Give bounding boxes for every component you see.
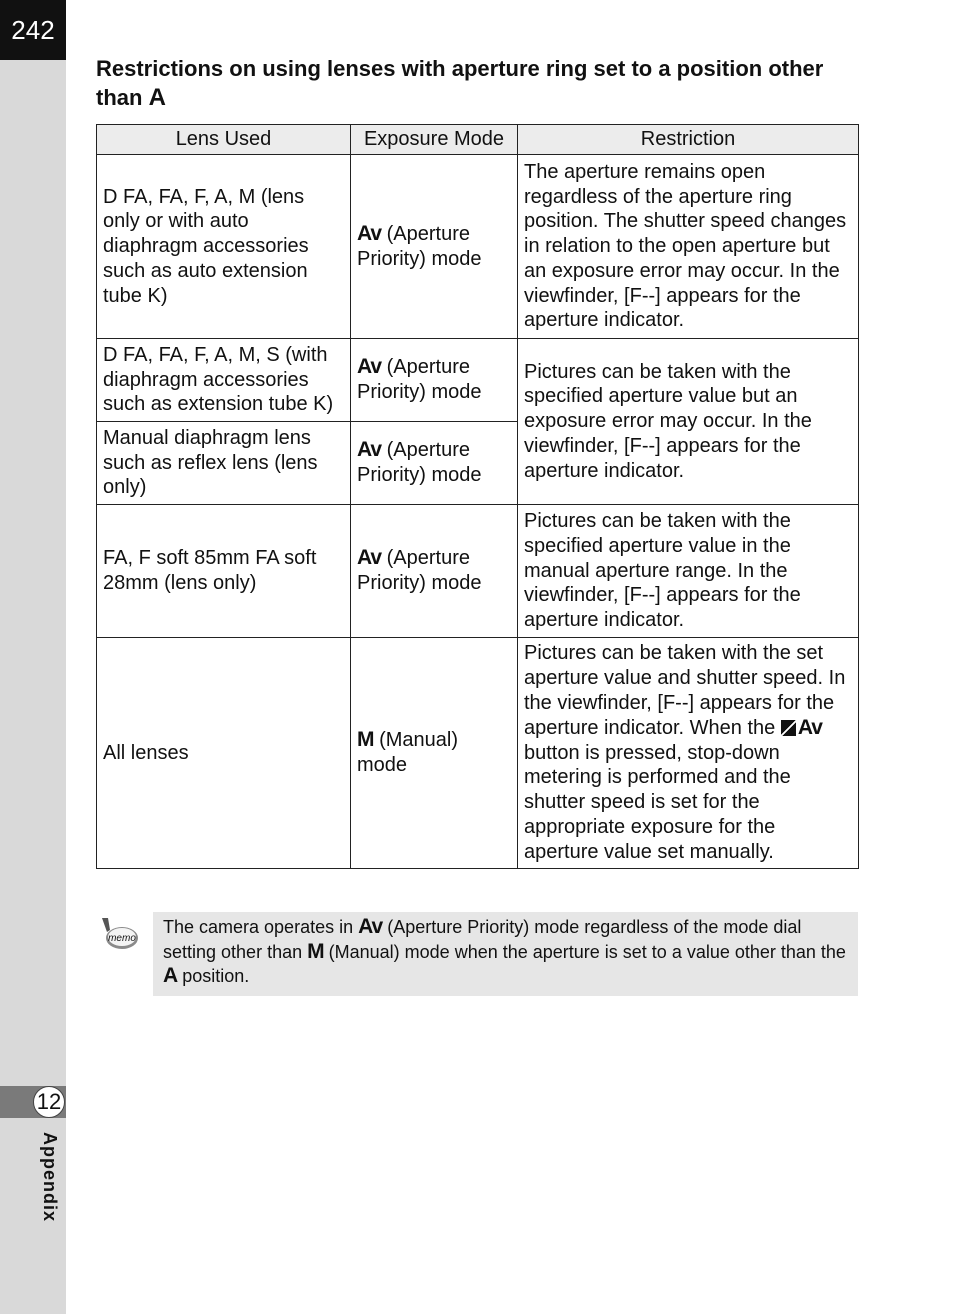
mode-cell: [351, 638, 518, 869]
lens-cell: FA, F soft 85mm FA soft 28mm (lens only): [97, 505, 351, 638]
restriction-cell: [518, 638, 859, 869]
mode-cell: [351, 339, 518, 422]
restriction-cell: Pictures can be taken with the specified aperture value in the manual aperture range. In the viewfinder, [F--] appears for the aperture indicator.: [518, 505, 859, 638]
av-button-icon: Av: [797, 715, 822, 739]
chapter-label: Appendix: [40, 1132, 60, 1223]
table-row: [97, 339, 859, 422]
manual-mode-icon: M: [357, 728, 374, 752]
section-title-text: Restrictions on using lenses with aperture ring set to a position other than: [96, 56, 824, 110]
lens-cell: All lenses: [97, 638, 351, 869]
memo-text-4: position.: [182, 966, 250, 986]
mode-text: (Aperture Priority) mode: [357, 222, 482, 270]
chapter-number: 12: [33, 1086, 65, 1118]
av-mode-icon: Av: [357, 221, 382, 245]
av-mode-icon: Av: [357, 438, 382, 462]
aperture-a-symbol: A: [148, 84, 166, 111]
page-number: 242: [0, 0, 66, 60]
section-title: [96, 54, 866, 112]
mode-cell: [351, 505, 518, 638]
memo-icon-label: memo: [108, 933, 136, 944]
memo-text-1: The camera operates in: [163, 917, 354, 937]
mode-text: (Manual) mode: [357, 729, 458, 776]
av-mode-icon: Av: [358, 915, 383, 938]
restriction-cell: Pictures can be taken with the specified aperture value but an exposure error may occur. In the viewfinder, [F--] appears for the aperture indicator.: [518, 339, 859, 505]
header-exposure-mode: Exposure Mode: [351, 125, 518, 155]
av-mode-icon: Av: [357, 355, 382, 379]
table-header-row: [97, 125, 859, 155]
memo-icon: [98, 916, 140, 952]
exposure-compensation-icon: [781, 720, 796, 736]
lens-cell: D FA, FA, F, A, M, S (with diaphragm accessories such as extension tube K): [97, 339, 351, 422]
header-lens-used: Lens Used: [97, 125, 351, 155]
table-row: [97, 638, 859, 869]
restrictions-table: [96, 124, 859, 869]
memo-text-3: (Manual) mode when the aperture is set to a value other than the: [328, 941, 846, 962]
aperture-a-symbol: A: [163, 964, 178, 987]
restriction-text-before: Pictures can be taken with the set aperture value and shutter speed. In the viewfinder, [F--] appears for the aperture indicator. When the: [524, 642, 846, 739]
mode-cell: [351, 422, 518, 505]
header-restriction: Restriction: [518, 125, 859, 155]
memo-note: [153, 912, 858, 996]
mode-text: (Aperture Priority) mode: [357, 356, 482, 403]
restriction-text-after: button is pressed, stop-down metering is performed and the shutter speed is set for the appropriate exposure for the aperture value set manually.: [524, 741, 791, 863]
mode-text: (Aperture Priority) mode: [357, 547, 482, 594]
mode-cell: [351, 155, 518, 339]
memo-text-2: (Aperture Priority) mode regardless of the mode dial setting other than: [163, 917, 802, 962]
table-row: [97, 155, 859, 339]
manual-mode-icon: M: [307, 939, 324, 963]
table-row: [97, 505, 859, 638]
lens-cell: Manual diaphragm lens such as reflex lens (lens only): [97, 422, 351, 505]
av-mode-icon: Av: [357, 546, 382, 570]
restriction-cell: The aperture remains open regardless of the aperture ring position. The shutter speed changes in relation to the open aperture but an exposure error may occur. In the viewfinder, [F--] appears for the aperture indicator.: [518, 155, 859, 339]
lens-cell: D FA, FA, F, A, M (lens only or with auto diaphragm accessories such as auto extension tube K): [97, 155, 351, 339]
mode-text: (Aperture Priority) mode: [357, 439, 482, 486]
